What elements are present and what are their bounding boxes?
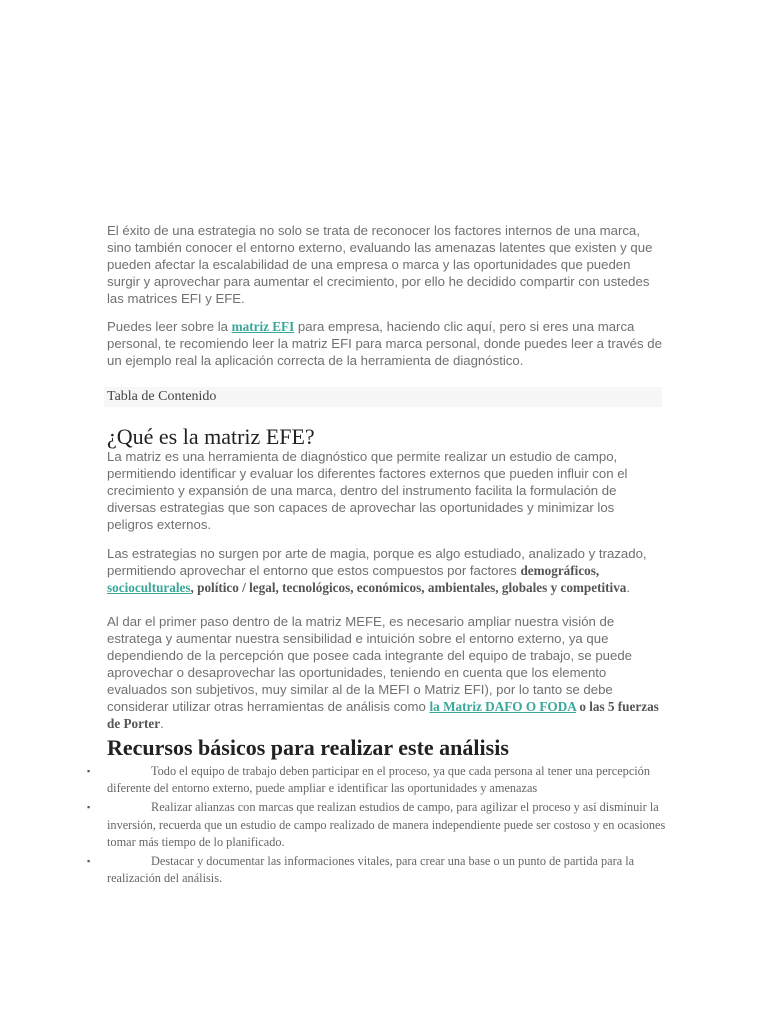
intro-p2-text-after: para empresa, haciendo clic aquí, pero si eres una marca personal, te recomiendo leer la matriz EFI para marca personal, donde puedes leer a través de un ejemplo real la aplicación correcta de la herramienta de diagnóstico.: [107, 319, 662, 368]
list-item: [87, 763, 667, 797]
socioculturales-link[interactable]: socioculturales: [107, 580, 191, 595]
s1p3-end: .: [160, 716, 164, 731]
section1-paragraph-3: [107, 613, 662, 732]
list-item: [87, 799, 667, 851]
matriz-dafo-link[interactable]: la Matriz DAFO O FODA: [429, 699, 577, 714]
s1p2-end: .: [626, 580, 631, 595]
square-bullet-icon: ▪: [87, 802, 91, 813]
section-heading-recursos: Recursos básicos para realizar este análisis: [107, 735, 509, 760]
intro-p2-text: Puedes leer sobre la: [107, 319, 232, 334]
list-item-text: Todo el equipo de trabajo deben participar en el proceso, ya que cada persona al tener una percepción diferente del entorno externo, puede ampliar e identificar las oportunidades y amenazas: [107, 764, 650, 796]
square-bullet-icon: ▪: [87, 856, 91, 867]
s1p3-bold: o las 5 fuerzas de Porter: [107, 699, 659, 731]
toc-label: Tabla de Contenido: [107, 389, 217, 404]
s1p2-bold-2: , político / legal, tecnológicos, económicos, ambientales, globales y competitiva: [190, 580, 627, 595]
s1p2-text: Las estrategias no surgen por arte de magia, porque es algo estudiado, analizado y trazado, permitiendo aprovechar el entorno que estos compuestos por factores: [107, 546, 647, 578]
section-heading-que-es: ¿Qué es la matriz EFE?: [107, 424, 315, 449]
section1-paragraph-1: La matriz es una herramienta de diagnóstico que permite realizar un estudio de campo, permitiendo identificar y evaluar los diferentes factores externos que pueden influir con el crecimiento y expansión de una marca, dentro del instrumento facilita la formulación de diversas estrategias que son capaces de aprovechar las oportunidades y minimizar los peligros externos.: [107, 449, 628, 532]
list-item: [87, 853, 667, 887]
table-of-contents[interactable]: [104, 387, 662, 407]
intro-paragraph-2: [107, 318, 662, 369]
s1p3-text: Al dar el primer paso dentro de la matriz MEFE, es necesario ampliar nuestra visión de estratega y aumentar nuestra sensibilidad e intuición sobre el entorno externo, ya que dependiendo de la percepción que posee cada integrante del equipo de trabajo, se puede aprovechar o desaprovechar las oportunidades, teniendo en cuenta que los elemento evaluados son subjetivos, muy similar al de la MEFI o Matriz EFI), por lo tanto se debe considerar utilizar otras herramientas de análisis como: [107, 614, 632, 714]
intro-paragraph-1: El éxito de una estrategia no solo se trata de reconocer los factores internos de una marca, sino también conocer el entorno externo, evaluando las amenazas latentes que existen y que pueden afectar la escalabilidad de una empresa o marca y las oportunidades que pueden surgir y aprovechar para aumentar el crecimiento, por ello he decidido compartir con ustedes las matrices EFI y EFE.: [107, 223, 653, 306]
section1-paragraph-2: [107, 545, 662, 596]
matriz-efi-link[interactable]: matriz EFI: [231, 319, 295, 334]
recursos-list: [87, 763, 667, 889]
list-item-text: Destacar y documentar las informaciones vitales, para crear una base o un punto de partida para la realización del análisis.: [107, 854, 635, 886]
square-bullet-icon: ▪: [87, 766, 91, 776]
s1p2-bold-1: demográficos,: [520, 563, 600, 578]
list-item-text: Realizar alianzas con marcas que realizan estudios de campo, para agilizar el proceso y así disminuir la inversión, recuerda que un estudio de campo realizado de manera independiente puede ser costoso y en ocasiones tomar más tiempo de lo planificado.: [107, 800, 666, 849]
